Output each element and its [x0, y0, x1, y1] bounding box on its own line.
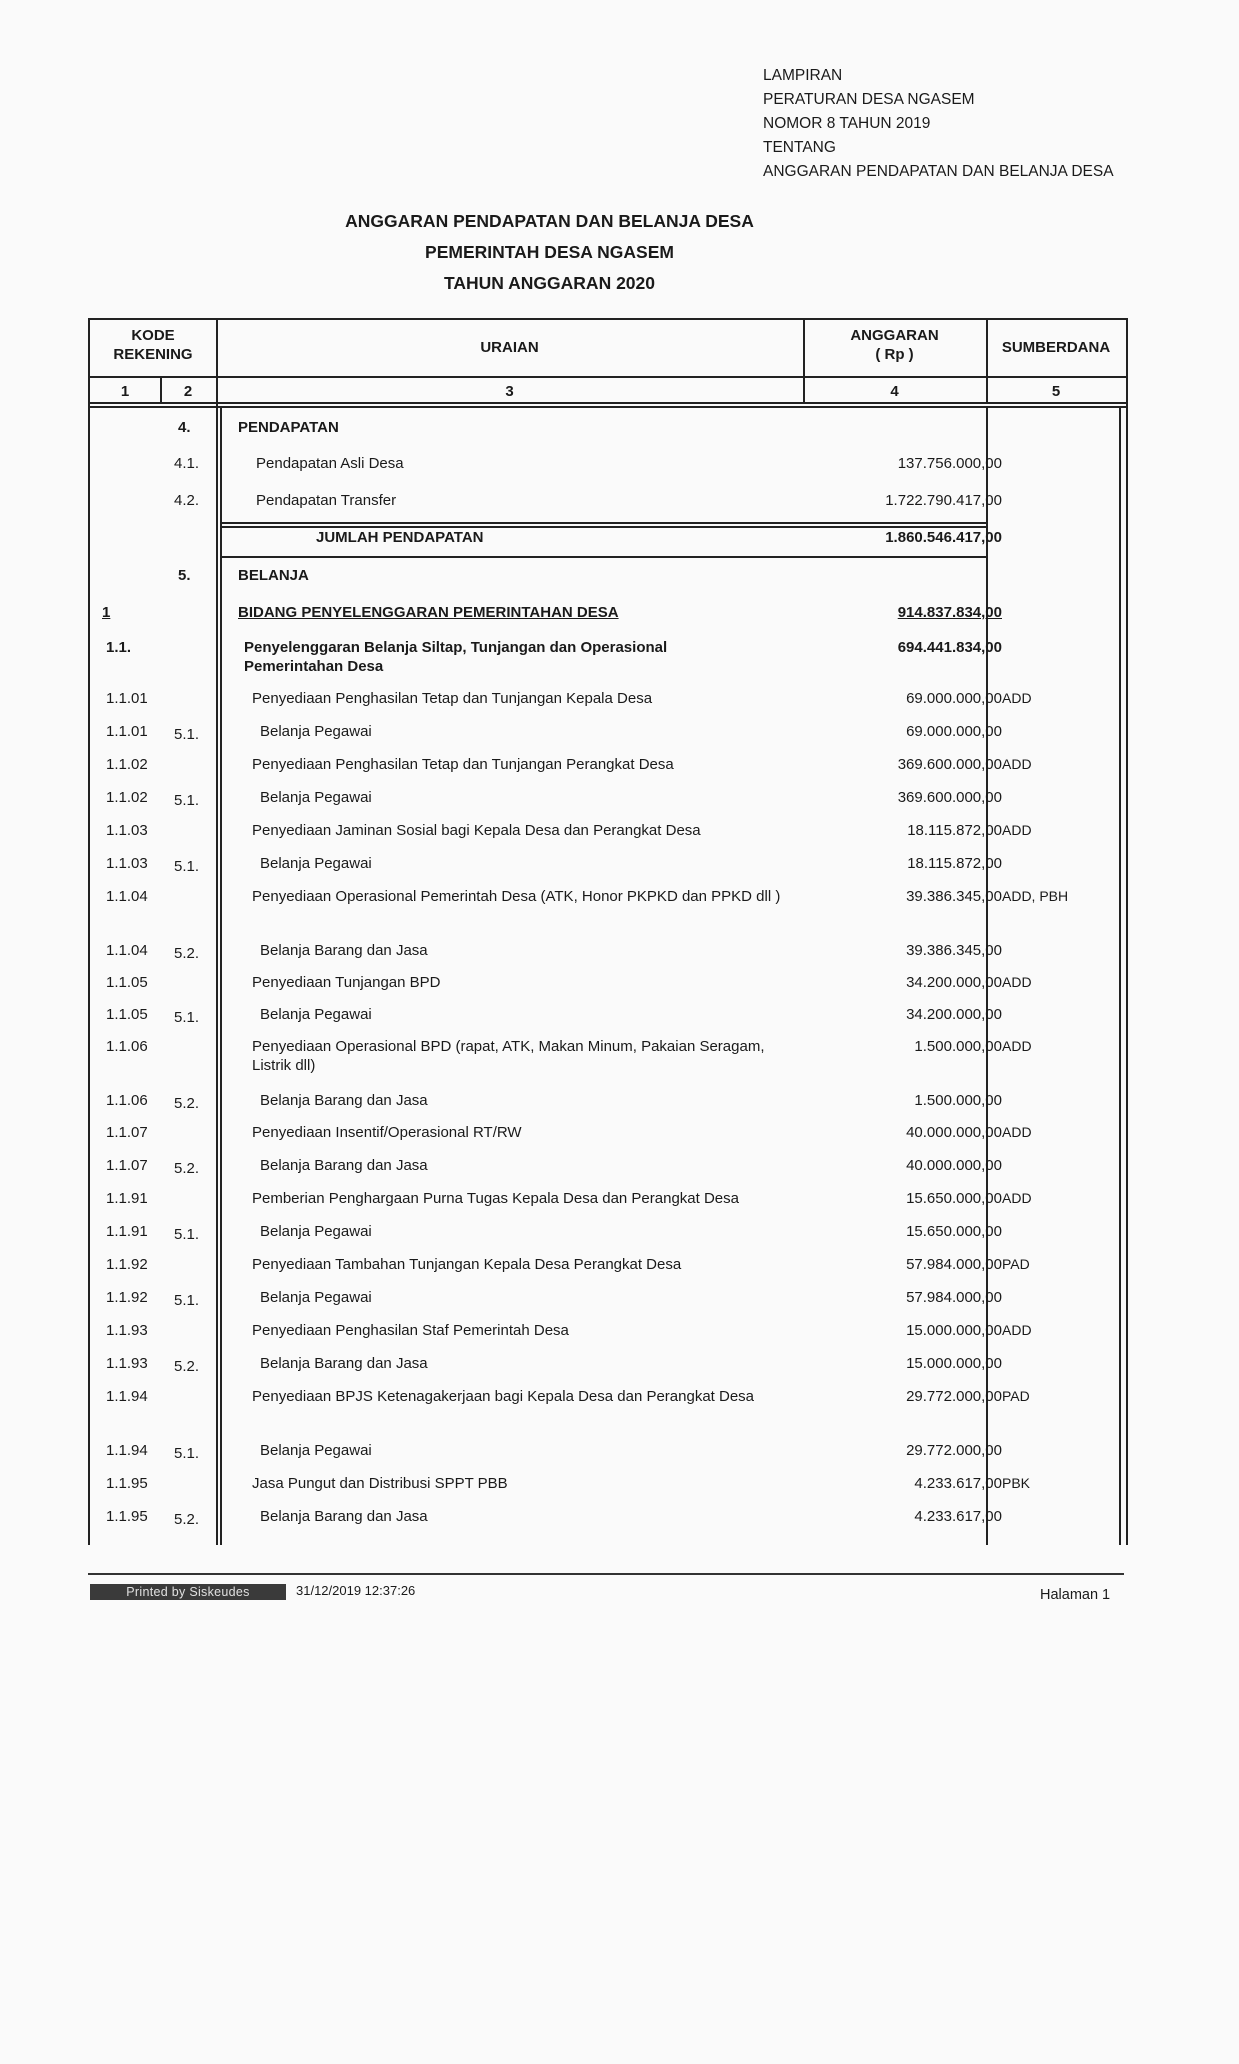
kode-rekening-1: 1.1.92 — [106, 1289, 148, 1306]
kode-rekening-2: 5.2. — [174, 945, 200, 962]
kode-rekening-2: 5.1. — [174, 1226, 200, 1243]
uraian-text: Penyelenggaran Belanja Siltap, Tunjangan dan Operasional Pemerintahan Desa — [244, 639, 668, 675]
lampiran-line: NOMOR 8 TAHUN 2019 — [763, 115, 931, 132]
kode-rekening-1: 1.1.06 — [106, 1092, 148, 1109]
sumberdana-value: ADD — [1002, 756, 1032, 772]
uraian-text: Belanja Pegawai — [260, 1442, 372, 1459]
kode-rekening-1: 1.1.04 — [106, 942, 148, 959]
uraian-text: BIDANG PENYELENGGARAN PEMERINTAHAN DESA — [238, 604, 619, 621]
header-sumberdana: SUMBERDANA — [1001, 339, 1111, 356]
uraian-text: Belanja Barang dan Jasa — [260, 1355, 428, 1372]
header-uraian: URAIAN — [480, 339, 539, 356]
uraian-text: Pendapatan Transfer — [256, 492, 397, 509]
kode-rekening-2: 5.2. — [174, 1358, 200, 1375]
uraian-text: BELANJA — [238, 567, 309, 584]
uraian-text: Penyediaan Penghasilan Tetap dan Tunjangan Perangkat Desa — [252, 756, 674, 773]
anggaran-value: 1.500.000,00 — [914, 1038, 1002, 1055]
anggaran-value: 694.441.834,00 — [897, 639, 1002, 656]
anggaran-value: 1.722.790.417,00 — [885, 492, 1002, 509]
col-number: 1 — [120, 383, 130, 400]
kode-rekening-2: 5.2. — [174, 1511, 200, 1528]
uraian-text: Pemberian Penghargaan Purna Tugas Kepala Desa dan Perangkat Desa — [252, 1190, 739, 1207]
sumberdana-value: ADD — [1002, 1124, 1032, 1140]
anggaran-value: 69.000.000,00 — [906, 690, 1002, 707]
kode-rekening-2: 5.1. — [174, 792, 200, 809]
uraian-text: Penyediaan Operasional Pemerintah Desa (ATK, Honor PKPKD dan PPKD dll ) — [252, 888, 781, 905]
anggaran-value: 369.600.000,00 — [897, 789, 1002, 806]
footer-divider — [88, 1573, 1124, 1575]
kode-rekening-2: 4. — [178, 419, 191, 436]
anggaran-value: 1.500.000,00 — [914, 1092, 1002, 1109]
uraian-text: Belanja Pegawai — [260, 855, 372, 872]
uraian-text: Penyediaan Penghasilan Staf Pemerintah Desa — [252, 1322, 569, 1339]
sumberdana-value: ADD — [1002, 1038, 1032, 1054]
anggaran-value: 57.984.000,00 — [906, 1256, 1002, 1273]
kode-rekening-2: 5.1. — [174, 726, 200, 743]
uraian-text: Belanja Barang dan Jasa — [260, 942, 428, 959]
printed-by-badge: Printed by Siskeudes — [90, 1584, 286, 1600]
lampiran-block — [763, 64, 1114, 184]
kode-rekening-1: 1.1.02 — [106, 789, 148, 806]
anggaran-value: 15.000.000,00 — [906, 1355, 1002, 1372]
title-line: ANGGARAN PENDAPATAN DAN BELANJA DESA — [345, 211, 754, 231]
kode-rekening-1: 1.1. — [106, 639, 132, 656]
uraian-text: Belanja Pegawai — [260, 1223, 372, 1240]
anggaran-value: 29.772.000,00 — [906, 1388, 1002, 1405]
kode-rekening-1: 1.1.02 — [106, 756, 148, 773]
anggaran-value: 39.386.345,00 — [906, 888, 1002, 905]
col-number: 5 — [1051, 383, 1061, 400]
sumberdana-value: ADD, PBH — [1002, 888, 1069, 904]
kode-rekening-1: 1.1.95 — [106, 1475, 148, 1492]
kode-rekening-1: 1.1.92 — [106, 1256, 148, 1273]
uraian-text: Belanja Barang dan Jasa — [260, 1092, 428, 1109]
kode-rekening-1: 1.1.07 — [106, 1124, 148, 1141]
uraian-text: Belanja Barang dan Jasa — [260, 1508, 428, 1525]
anggaran-value: 18.115.872,00 — [907, 822, 1002, 839]
col-number: 3 — [505, 383, 514, 400]
kode-rekening-1: 1.1.93 — [106, 1322, 148, 1339]
kode-rekening-1: 1.1.94 — [106, 1388, 148, 1405]
anggaran-value: 34.200.000,00 — [906, 1006, 1002, 1023]
uraian-text: Penyediaan Tunjangan BPD — [252, 974, 441, 991]
uraian-text: Jasa Pungut dan Distribusi SPPT PBB — [252, 1475, 508, 1492]
anggaran-value: 57.984.000,00 — [906, 1289, 1002, 1306]
anggaran-value: 69.000.000,00 — [906, 723, 1002, 740]
uraian-text: Belanja Pegawai — [260, 1289, 372, 1306]
print-timestamp: 31/12/2019 12:37:26 — [296, 1583, 416, 1598]
anggaran-value: 15.000.000,00 — [906, 1322, 1002, 1339]
uraian-text: Penyediaan BPJS Ketenagakerjaan bagi Kepala Desa dan Perangkat Desa — [252, 1388, 755, 1405]
kode-rekening-2: 5.1. — [174, 1292, 200, 1309]
sumberdana-value: PAD — [1002, 1388, 1030, 1404]
uraian-text: Penyediaan Operasional BPD (rapat, ATK, Makan Minum, Pakaian Seragam, Listrik dll) — [252, 1038, 765, 1074]
anggaran-value: 40.000.000,00 — [906, 1124, 1002, 1141]
kode-rekening-2: 5.1. — [174, 1009, 200, 1026]
kode-rekening-1: 1.1.01 — [106, 690, 148, 707]
lampiran-line: TENTANG — [763, 139, 836, 156]
kode-rekening-2: 5.2. — [174, 1160, 200, 1177]
uraian-text: Belanja Pegawai — [260, 723, 372, 740]
kode-rekening-1: 1.1.91 — [106, 1223, 148, 1240]
title-line: TAHUN ANGGARAN 2020 — [444, 273, 655, 293]
kode-rekening-1: 1.1.01 — [106, 723, 148, 740]
kode-rekening-1: 1.1.03 — [106, 822, 148, 839]
uraian-text: Penyediaan Penghasilan Tetap dan Tunjangan Kepala Desa — [252, 690, 653, 707]
sumberdana-value: ADD — [1002, 1322, 1032, 1338]
anggaran-value: 1.860.546.417,00 — [885, 529, 1002, 546]
sumberdana-value: ADD — [1002, 974, 1032, 990]
kode-rekening-2: 5.1. — [174, 858, 200, 875]
kode-rekening-1: 1.1.05 — [106, 1006, 148, 1023]
header-kode: KODE REKENING — [113, 327, 193, 363]
kode-rekening-1: 1 — [102, 604, 111, 621]
kode-rekening-2: 5.2. — [174, 1095, 200, 1112]
uraian-text: Belanja Pegawai — [260, 789, 372, 806]
sumberdana-value: PAD — [1002, 1256, 1030, 1272]
uraian-text: JUMLAH PENDAPATAN — [316, 529, 484, 546]
anggaran-value: 34.200.000,00 — [906, 974, 1002, 991]
uraian-text: Belanja Pegawai — [260, 1006, 372, 1023]
uraian-text: Penyediaan Tambahan Tunjangan Kepala Desa Perangkat Desa — [252, 1256, 682, 1273]
anggaran-value: 39.386.345,00 — [906, 942, 1002, 959]
sumberdana-value: ADD — [1002, 690, 1032, 706]
kode-rekening-1: 1.1.93 — [106, 1355, 148, 1372]
document-title — [0, 206, 1239, 299]
anggaran-value: 15.650.000,00 — [906, 1190, 1002, 1207]
sumberdana-value: PBK — [1002, 1475, 1031, 1491]
uraian-text: Penyediaan Insentif/Operasional RT/RW — [252, 1124, 522, 1141]
lampiran-line: ANGGARAN PENDAPATAN DAN BELANJA DESA — [763, 163, 1114, 180]
col-number: 2 — [183, 383, 193, 400]
anggaran-value: 40.000.000,00 — [906, 1157, 1002, 1174]
anggaran-value: 914.837.834,00 — [897, 604, 1002, 621]
kode-rekening-1: 1.1.05 — [106, 974, 148, 991]
anggaran-value: 369.600.000,00 — [897, 756, 1002, 773]
lampiran-line: PERATURAN DESA NGASEM — [763, 91, 975, 108]
kode-rekening-1: 1.1.91 — [106, 1190, 148, 1207]
budget-table — [88, 318, 1128, 1545]
kode-rekening-1: 1.1.06 — [106, 1038, 148, 1055]
kode-rekening-1: 1.1.94 — [106, 1442, 148, 1459]
sumberdana-value: ADD — [1002, 822, 1032, 838]
anggaran-value: 137.756.000,00 — [897, 455, 1002, 472]
header-anggaran: ANGGARAN ( Rp ) — [850, 327, 939, 363]
title-line: PEMERINTAH DESA NGASEM — [425, 242, 674, 262]
uraian-text: PENDAPATAN — [238, 419, 339, 436]
page-number: Halaman 1 — [1040, 1587, 1111, 1603]
uraian-text: Pendapatan Asli Desa — [256, 455, 404, 472]
uraian-text: Penyediaan Jaminan Sosial bagi Kepala Desa dan Perangkat Desa — [252, 822, 701, 839]
anggaran-value: 4.233.617,00 — [914, 1508, 1002, 1525]
kode-rekening-2: 4.1. — [174, 455, 200, 472]
kode-rekening-1: 1.1.04 — [106, 888, 148, 905]
anggaran-value: 18.115.872,00 — [907, 855, 1002, 872]
col-number: 4 — [890, 383, 899, 400]
kode-rekening-2: 4.2. — [174, 492, 200, 509]
kode-rekening-1: 1.1.03 — [106, 855, 148, 872]
kode-rekening-2: 5. — [178, 567, 191, 584]
anggaran-value: 15.650.000,00 — [906, 1223, 1002, 1240]
kode-rekening-2: 5.1. — [174, 1445, 200, 1462]
kode-rekening-1: 1.1.07 — [106, 1157, 148, 1174]
sumberdana-value: ADD — [1002, 1190, 1032, 1206]
kode-rekening-1: 1.1.95 — [106, 1508, 148, 1525]
lampiran-line: LAMPIRAN — [763, 67, 843, 84]
anggaran-value: 29.772.000,00 — [906, 1442, 1002, 1459]
uraian-text: Belanja Barang dan Jasa — [260, 1157, 428, 1174]
anggaran-value: 4.233.617,00 — [914, 1475, 1002, 1492]
